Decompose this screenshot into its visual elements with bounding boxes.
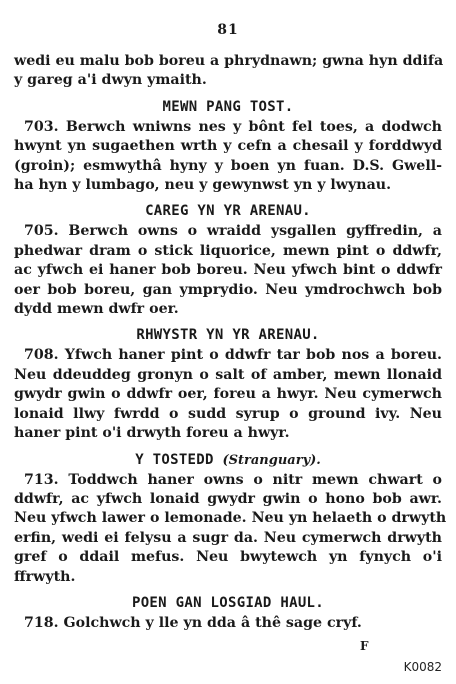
entry-line: ac yfwch ei haner bob boreu. Neu yfwch bint o ddwfr [14,262,442,279]
catalog-id: K0082 [403,660,442,674]
entry-line: (groin); esmwythâ hyny y boen yn fuan. D.S. Gwell- [14,157,442,174]
entry-line: Neu yfwch lawer o lemonade. Neu yn helaeth o drwyth [14,510,447,527]
entry-line [14,346,442,365]
section-heading-text: MEWN PANG TOST. [162,98,294,115]
section-heading-text: RHWYSTR YN YR ARENAU. [136,327,320,344]
entry-line: erfin, wedi ei felysu a sugr da. Neu cymerwch drwyth [14,529,442,546]
entry-line [14,614,442,633]
entry-line: haner pint o'i drwyth foreu a hwyr. [14,425,290,442]
entry-number: 708. [24,347,59,364]
entry-text: Berwch wniwns nes y bônt fel toes, a dodwch [65,118,442,135]
entry-line: lonaid llwy fwrdd o sudd syrup o ground ivy. Neu [14,405,442,422]
section-heading-text: Y TOSTEDD [135,451,214,468]
entry-line: gref o ddail mefus. Neu bwytewch yn fynych o'i [14,549,442,566]
entry-number: 718. [24,614,59,631]
entry-text: Toddwch haner owns o nitr mewn chwart o [68,471,442,488]
book-page [14,22,447,663]
entry-line: dydd mewn dwfr oer. [14,301,179,318]
entry-line: ffrwyth. [14,568,76,585]
entry-line [14,118,442,137]
section-heading-text: CAREG YN YR ARENAU. [145,203,311,220]
entry-text: Berwch owns o wraidd ysgallen gyffredin, a [68,223,442,240]
entry-number: 705. [24,223,59,240]
signature-mark: F [360,639,369,654]
entry-line: oer bob boreu, gan ymprydio. Neu ymdrochwch bob [14,281,442,298]
section-heading [14,452,442,468]
section-heading-text: POEN GAN LOSGIAD HAUL. [131,594,325,611]
entry-text: Yfwch haner pint o ddwfr tar bob nos a boreu. [64,347,442,364]
signature-row [14,633,442,663]
entry-line: gwydr gwin o ddwfr oer, foreu a hwyr. Neu cymerwch [14,386,442,403]
section-heading [14,595,442,611]
entry-number: 703. [24,118,59,135]
intro-line: y gareg a'i dwyn ymaith. [14,72,207,89]
entry-line: ddwfr, ac yfwch lonaid gwydr gwin o hono bob awr. [14,490,442,507]
section-heading [14,99,442,115]
entry-line [14,471,442,490]
section-heading [14,327,442,343]
entry-line: phedwar dram o stick liquorice, mewn pint o ddwfr, [14,242,442,259]
entry-number: 713. [24,471,59,488]
entry-line [14,222,442,241]
section-heading-subtitle: (Stranguary). [222,452,321,468]
page-number: 81 [217,22,239,38]
intro-line: wedi eu malu bob boreu a phrydnawn; gwna hyn ddifa [14,53,444,69]
entry-line: hwynt yn sugaethen wrth y cefn a chesail y forddwyd [14,138,442,155]
entry-text: Golchwch y lle yn dda â thê sage cryf. [63,614,362,631]
entry-line: ha hyn y lumbago, neu y gewynwst yn y lwynau. [14,177,392,194]
section-heading [14,203,442,219]
entry-line: Neu ddeuddeg gronyn o salt of amber, mewn llonaid [14,366,442,383]
